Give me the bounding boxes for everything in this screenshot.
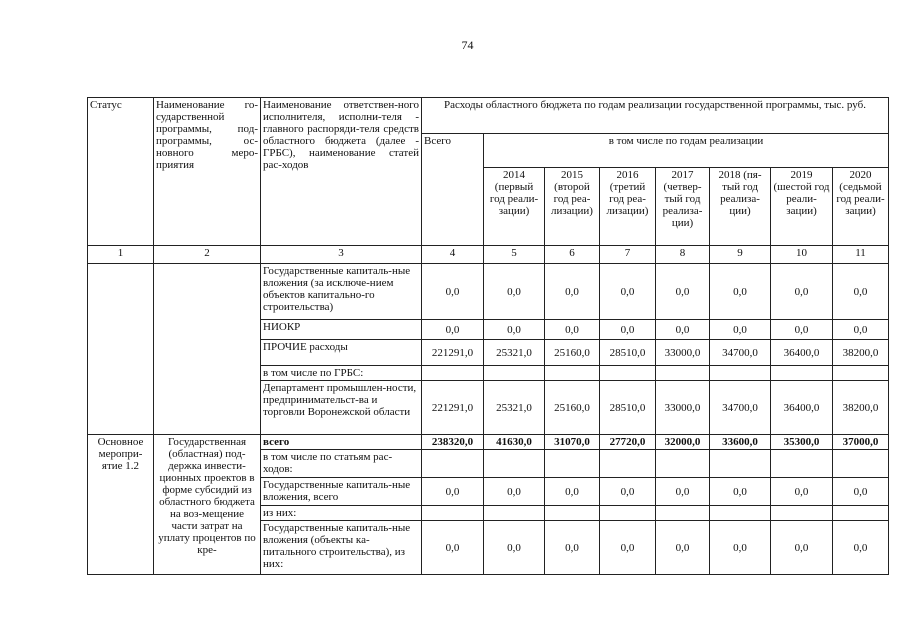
value-cell: 0,0 bbox=[833, 264, 889, 320]
value-cell: 0,0 bbox=[656, 478, 710, 506]
value-cell: 0,0 bbox=[422, 478, 484, 506]
value-cell: 0,0 bbox=[422, 521, 484, 575]
row-label: в том числе по статьям рас-ходов: bbox=[261, 450, 422, 478]
value-cell: 0,0 bbox=[545, 478, 600, 506]
budget-table bbox=[87, 97, 889, 575]
value-cell: 28510,0 bbox=[600, 381, 656, 435]
column-number: 3 bbox=[261, 246, 422, 264]
value-cell: 0,0 bbox=[710, 478, 771, 506]
value-cell: 0,0 bbox=[656, 264, 710, 320]
header-year-2017: 2017 (четвер-тый год реализа-ции) bbox=[656, 168, 710, 246]
column-number: 4 bbox=[422, 246, 484, 264]
value-cell: 25160,0 bbox=[545, 340, 600, 366]
value-cell: 0,0 bbox=[710, 264, 771, 320]
row-label: в том числе по ГРБС: bbox=[261, 366, 422, 381]
row-label: ПРОЧИЕ расходы bbox=[261, 340, 422, 366]
header-year-2015: 2015 (второй год реа-лизации) bbox=[545, 168, 600, 246]
value-cell: 36400,0 bbox=[771, 340, 833, 366]
measure-status: Основное меропри-ятие 1.2 bbox=[88, 435, 154, 575]
row-label: Государственные капиталь-ные вложения (объекты ка-питального строительства), из них: bbox=[261, 521, 422, 575]
value-cell: 0,0 bbox=[484, 478, 545, 506]
row-label: всего bbox=[261, 435, 422, 450]
header-year-2016: 2016 (третий год реа-лизации) bbox=[600, 168, 656, 246]
column-number: 9 bbox=[710, 246, 771, 264]
value-cell: 0,0 bbox=[422, 320, 484, 340]
value-cell: 0,0 bbox=[771, 521, 833, 575]
header-year-2019: 2019 (шестой год реали-зации) bbox=[771, 168, 833, 246]
column-number: 2 bbox=[154, 246, 261, 264]
header-total: Всего bbox=[422, 134, 484, 246]
value-cell: 0,0 bbox=[771, 264, 833, 320]
column-number: 6 bbox=[545, 246, 600, 264]
value-cell: 0,0 bbox=[484, 264, 545, 320]
value-cell: 34700,0 bbox=[710, 381, 771, 435]
value-cell: 0,0 bbox=[656, 320, 710, 340]
value-cell: 37000,0 bbox=[833, 435, 889, 450]
header-expenses-title: Расходы областного бюджета по годам реализации государственной программы, тыс. руб. bbox=[422, 98, 889, 134]
value-cell: 35300,0 bbox=[771, 435, 833, 450]
header-by-years: в том числе по годам реализации bbox=[484, 134, 889, 168]
value-cell: 33000,0 bbox=[656, 381, 710, 435]
value-cell: 33000,0 bbox=[656, 340, 710, 366]
column-number: 5 bbox=[484, 246, 545, 264]
value-cell: 0,0 bbox=[833, 320, 889, 340]
column-number: 10 bbox=[771, 246, 833, 264]
column-numbers-row bbox=[88, 246, 889, 264]
value-cell: 0,0 bbox=[833, 521, 889, 575]
value-cell: 0,0 bbox=[484, 320, 545, 340]
value-cell: 0,0 bbox=[771, 320, 833, 340]
column-number: 8 bbox=[656, 246, 710, 264]
value-cell: 0,0 bbox=[600, 320, 656, 340]
value-cell: 33600,0 bbox=[710, 435, 771, 450]
value-cell: 0,0 bbox=[484, 521, 545, 575]
value-cell: 0,0 bbox=[771, 478, 833, 506]
value-cell: 0,0 bbox=[600, 264, 656, 320]
value-cell: 0,0 bbox=[422, 264, 484, 320]
value-cell: 25321,0 bbox=[484, 381, 545, 435]
header-program-name: Наименование го-сударственной программы, под-программы, ос-новного меро-приятия bbox=[154, 98, 261, 246]
row-label: из них: bbox=[261, 506, 422, 521]
row-label: НИОКР bbox=[261, 320, 422, 340]
column-number: 11 bbox=[833, 246, 889, 264]
value-cell: 0,0 bbox=[545, 521, 600, 575]
value-cell: 0,0 bbox=[600, 521, 656, 575]
value-cell: 32000,0 bbox=[656, 435, 710, 450]
value-cell: 34700,0 bbox=[710, 340, 771, 366]
row-label: Государственные капиталь-ные вложения (за исключе-нием объектов капитально-го строительства) bbox=[261, 264, 422, 320]
value-cell: 28510,0 bbox=[600, 340, 656, 366]
measure-name: Государственная (областная) под-держка инвести-ционных проектов в форме субсидий из областного бюджета на воз-мещение части затрат на уплату процентов по кре- bbox=[154, 435, 261, 575]
table-row bbox=[88, 264, 889, 320]
column-number: 1 bbox=[88, 246, 154, 264]
value-cell: 0,0 bbox=[710, 320, 771, 340]
header-year-2014: 2014 (первый год реали-зации) bbox=[484, 168, 545, 246]
value-cell: 25160,0 bbox=[545, 381, 600, 435]
row-label: Государственные капиталь-ные вложения, всего bbox=[261, 478, 422, 506]
name-cell-empty bbox=[154, 264, 261, 435]
value-cell: 221291,0 bbox=[422, 381, 484, 435]
value-cell: 0,0 bbox=[545, 264, 600, 320]
value-cell: 38200,0 bbox=[833, 340, 889, 366]
value-cell: 36400,0 bbox=[771, 381, 833, 435]
value-cell: 27720,0 bbox=[600, 435, 656, 450]
header-executor: Наименование ответствен-ного исполнителя, исполни-теля - главного распоряди-теля средств областного бюджета (далее - ГРБС), наименование статей рас-ходов bbox=[261, 98, 422, 246]
value-cell: 25321,0 bbox=[484, 340, 545, 366]
row-label: Департамент промышлен-ности, предпринимательст-ва и торговли Воронежской области bbox=[261, 381, 422, 435]
value-cell: 31070,0 bbox=[545, 435, 600, 450]
value-cell: 0,0 bbox=[545, 320, 600, 340]
value-cell: 41630,0 bbox=[484, 435, 545, 450]
value-cell: 0,0 bbox=[600, 478, 656, 506]
header-year-2020: 2020 (седьмой год реали-зации) bbox=[833, 168, 889, 246]
value-cell: 238320,0 bbox=[422, 435, 484, 450]
value-cell: 0,0 bbox=[656, 521, 710, 575]
page-number: 74 bbox=[461, 38, 474, 52]
header-status: Статус bbox=[88, 98, 154, 246]
value-cell: 0,0 bbox=[833, 478, 889, 506]
column-number: 7 bbox=[600, 246, 656, 264]
value-cell: 38200,0 bbox=[833, 381, 889, 435]
value-cell: 0,0 bbox=[710, 521, 771, 575]
table-row bbox=[88, 435, 889, 450]
header-year-2018: 2018 (пя-тый год реализа-ции) bbox=[710, 168, 771, 246]
value-cell: 221291,0 bbox=[422, 340, 484, 366]
status-cell-empty bbox=[88, 264, 154, 435]
